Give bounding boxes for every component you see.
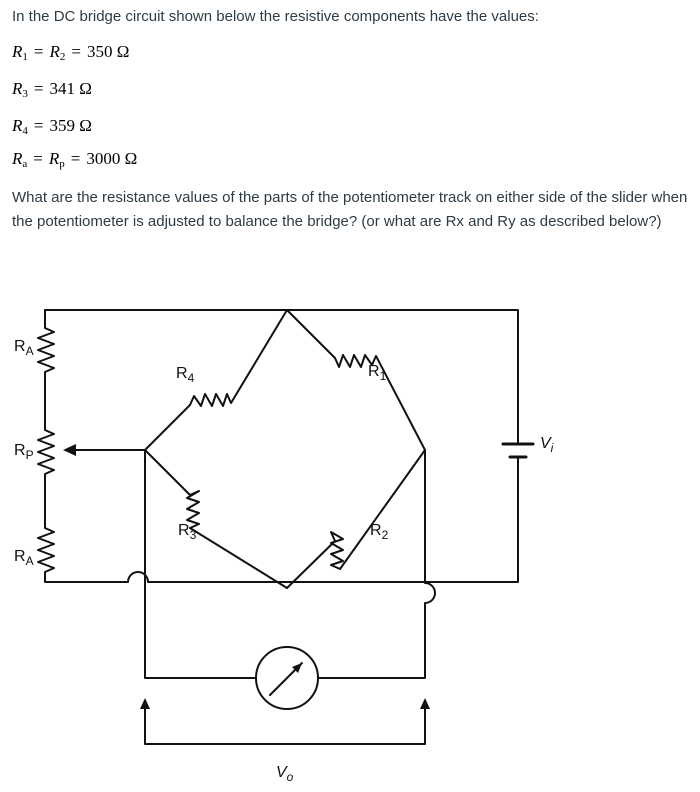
label-ra-top: $R_A$: [14, 338, 34, 358]
equation-r3: $R_3 = 341$ Ω: [12, 79, 92, 100]
problem-question: What are the resistance values of the parts of the potentiometer track on either side of the slider when the potentiometer is adjusted to balance the bridge? (or what are Rx and Ry as described below?): [12, 189, 688, 230]
slider-arrowhead-icon: [63, 444, 76, 456]
equation-ra-rp: $R_a = R_p = 3000$ Ω: [12, 149, 138, 170]
potentiometer-chain: [38, 310, 518, 582]
label-r1: $R_1$: [368, 363, 387, 383]
vo-left-arrowhead-icon: [140, 698, 150, 709]
meter-left-wire: [145, 450, 256, 678]
label-vi: $V_i$: [540, 435, 554, 455]
problem-intro: In the DC bridge circuit shown below the resistive components have the values:: [12, 8, 539, 25]
label-r2: $R_2$: [370, 522, 389, 542]
label-r4: $R_4$: [176, 365, 195, 385]
label-ra-bottom: $R_A$: [14, 548, 34, 568]
label-vo: $V_o$: [276, 764, 294, 784]
vo-right-arrowhead-icon: [420, 698, 430, 709]
label-r3: $R_3$: [178, 522, 197, 542]
r1-branch: [287, 310, 425, 450]
label-rp: $R_P$: [14, 442, 34, 462]
vo-bracket: [145, 708, 425, 744]
r2-branch: [287, 450, 425, 588]
r3-branch: [145, 450, 287, 588]
top-wire: [45, 310, 518, 444]
equation-r1-r2: $R_1 = R_2 = 350$ Ω: [12, 42, 130, 63]
r4-branch: [145, 310, 287, 450]
equation-r4: $R_4 = 359$ Ω: [12, 116, 92, 137]
